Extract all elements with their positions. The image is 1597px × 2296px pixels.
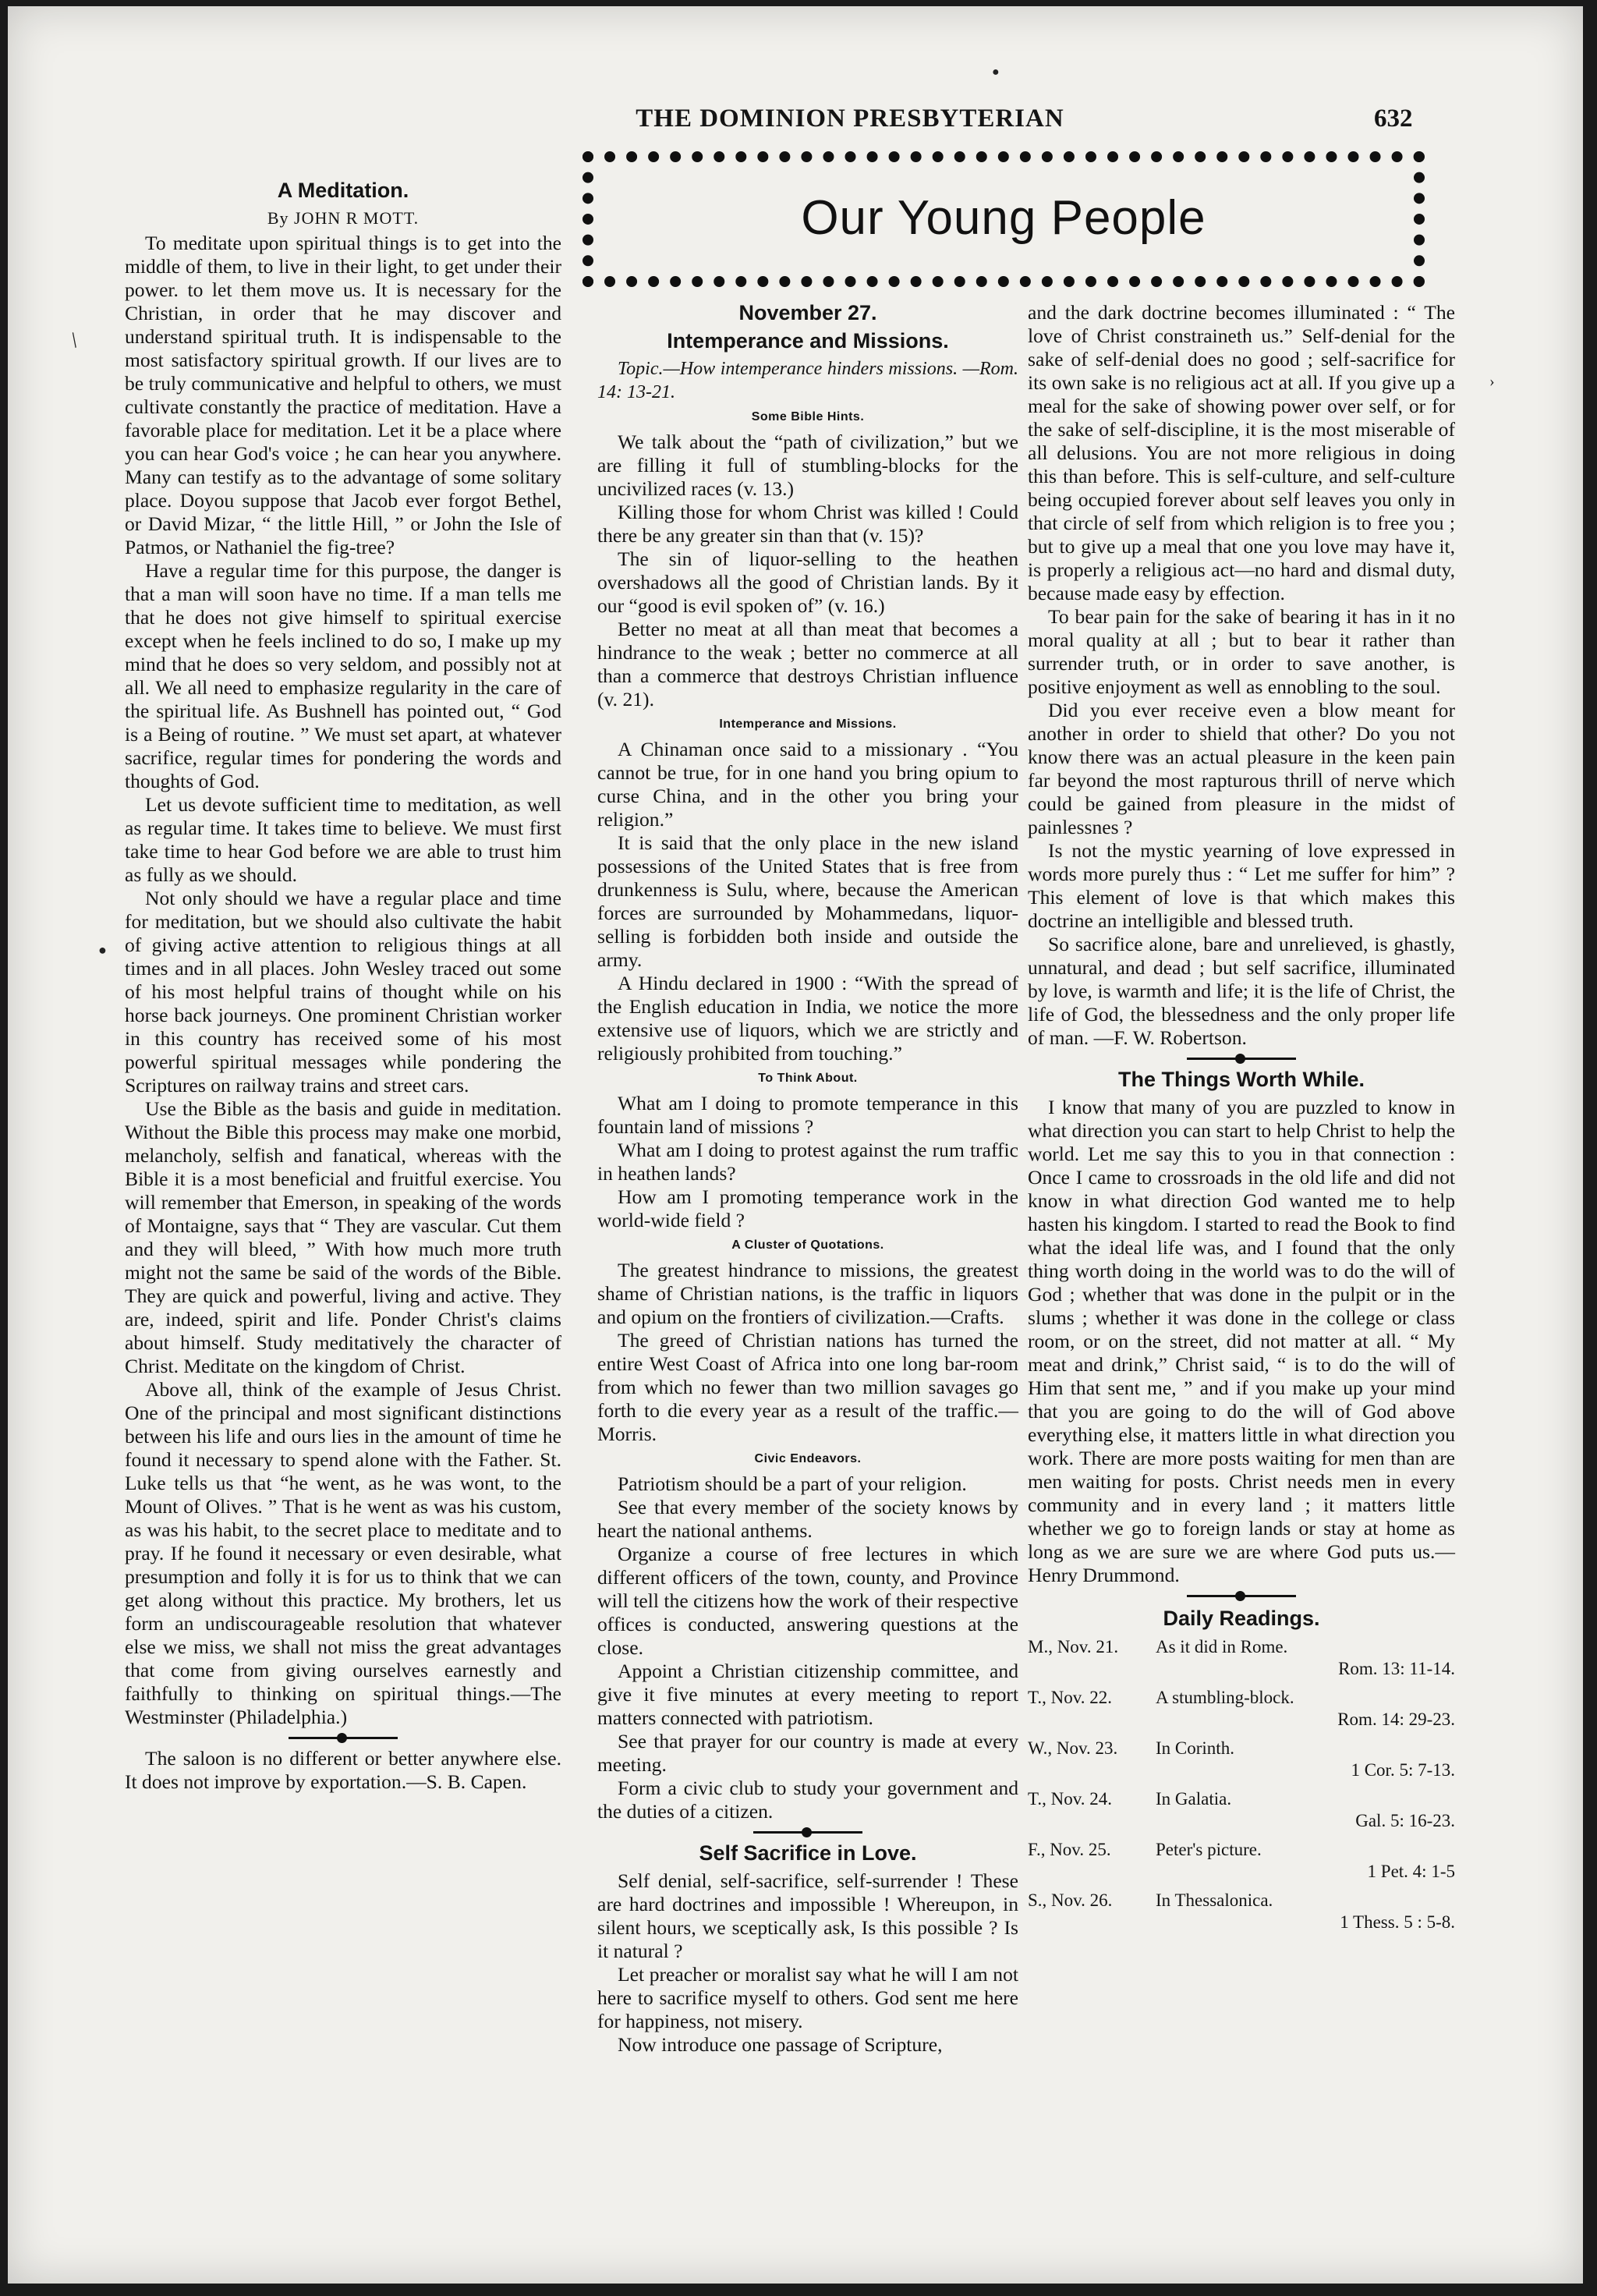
daily-readings-title: Daily Readings. xyxy=(1163,1607,1320,1630)
reading-day: F., Nov. 25. xyxy=(1028,1840,1111,1859)
list-item xyxy=(1028,1788,1455,1832)
closing-quote: The saloon is no different or better anywhere else. It does not improve by exportation.—S. B. Capen. xyxy=(125,1747,561,1793)
section-banner xyxy=(582,151,1425,287)
reading-day: S., Nov. 26. xyxy=(1028,1890,1113,1910)
section-divider xyxy=(1187,1595,1296,1597)
reading-day: W., Nov. 23. xyxy=(1028,1738,1118,1758)
reading-day: T., Nov. 22. xyxy=(1028,1688,1112,1707)
column-lesson xyxy=(597,301,1018,2057)
list-item xyxy=(1028,1636,1455,1680)
reading-text: In Thessalonica. xyxy=(1156,1890,1273,1910)
subheading-missions: Intemperance and Missions. xyxy=(719,718,897,731)
page-number: 632 xyxy=(1374,105,1413,133)
reading-text: In Galatia. xyxy=(1156,1789,1232,1809)
paragraph: Is not the mystic yearning of love expressed in words more purely thus : “ Let me suffer for him” ? This element of love is that which makes this doctrine an intelligible and blessed truth. xyxy=(1028,839,1455,932)
reading-ref: Gal. 5: 16-23. xyxy=(1355,1811,1455,1830)
ink-mark-icon: ● xyxy=(98,942,107,958)
banner-title: Our Young People xyxy=(801,191,1206,245)
paragraph: See that prayer for our country is made at every meeting. xyxy=(597,1730,1018,1776)
list-item xyxy=(1028,1890,1455,1933)
subheading-civic: Civic Endeavors. xyxy=(754,1452,862,1465)
list-item xyxy=(1028,1687,1455,1731)
paragraph: Organize a course of free lectures in which different officers of the town, county, and Province will tell the citizens how the work of their respective offices is conducted, answering questions at the close. xyxy=(597,1543,1018,1659)
reading-day: T., Nov. 24. xyxy=(1028,1789,1112,1809)
paragraph: and the dark doctrine becomes illuminated : “ The love of Christ constraineth us.” Self-denial for the sake of self-denial does no good ; self-sacrifice for its own sake is no religious act at all. If you give up a meal for the sake of showing power over self, or for the sake of self-discipline, it is the most miserable of all delusions. You are not more religious in doing this than before. This is self-culture, and self-culture being occupied forever about self leaves you only in that circle of self from which religion is to free you ; but to give up a meal that one you love may have it, is properly a religious act—no hard and dismal duty, because made easy by effection. xyxy=(1028,301,1455,604)
ink-mark-icon: ● xyxy=(992,66,1000,79)
subheading-think-about: To Think About. xyxy=(758,1072,858,1085)
reading-text: As it did in Rome. xyxy=(1156,1637,1288,1656)
paragraph: Killing those for whom Christ was killed ! Could there be any greater sin than that (v. 15)? xyxy=(597,501,1018,547)
daily-readings-list xyxy=(1028,1636,1455,1933)
paragraph: What am I doing to protest against the rum traffic in heathen lands? xyxy=(597,1139,1018,1185)
reading-ref: 1 Thess. 5 : 5-8. xyxy=(1340,1912,1455,1932)
reading-ref: 1 Pet. 4: 1-5 xyxy=(1367,1862,1455,1881)
paragraph: Better no meat at all than meat that becomes a hindrance to the weak ; better no commerce at all than a commerce that destroys Christian influence (v. 21). xyxy=(597,618,1018,710)
reading-ref: 1 Cor. 5: 7-13. xyxy=(1351,1760,1455,1780)
paragraph: The greed of Christian nations has turned the entire West Coast of Africa into one long bar-room from which no fewer than two million savages go forth to die every year as a result of the traffic.—Morris. xyxy=(597,1329,1018,1445)
paragraph: To meditate upon spiritual things is to get into the middle of them, to live in their light, to get under their power. to let them move us. It is necessary for the Christian, in order that he may discover and understand spiritual truth. It is indispensable to the most satisfactory spiritual growth. If our lives are to be truly communicative and helpful to others, we must cultivate constantly the practice of meditation. Have a favorable place for meditation. Let it be a place where you can hear God's voice ; he can hear you anywhere. Many can testify as to the advantage of some solitary place. Doyou suppose that Jacob ever forgot Bethel, or David Mizar, “ the little Hill, ” or John the Isle of Patmos, or Nathaniel the fig-tree? xyxy=(125,232,561,558)
paragraph: The sin of liquor-selling to the heathen overshadows all the good of Christian lands. By it our “good is evil spoken of” (v. 16.) xyxy=(597,547,1018,617)
lesson-title: Intemperance and Missions. xyxy=(667,329,949,353)
reading-text: In Corinth. xyxy=(1156,1738,1234,1758)
ink-mark-icon: / xyxy=(66,328,83,353)
running-head: THE DOMINION PRESBYTERIAN xyxy=(636,105,1064,133)
subheading-quotations: A Cluster of Quotations. xyxy=(731,1238,884,1252)
reading-day: M., Nov. 21. xyxy=(1028,1637,1119,1656)
column-meditation xyxy=(125,174,561,1794)
paragraph: Appoint a Christian citizenship committee, and give it five minutes at every meeting to report matters connected with patriotism. xyxy=(597,1660,1018,1729)
paragraph: The greatest hindrance to missions, the greatest shame of Christian nations, is the traffic in liquors and opium on the frontiers of civilization.—Crafts. xyxy=(597,1259,1018,1328)
lesson-topic: Topic.—How intemperance hinders missions. —Rom. 14: 13-21. xyxy=(597,359,1018,402)
reading-ref: Rom. 13: 11-14. xyxy=(1338,1659,1455,1678)
paragraph: A Hindu declared in 1900 : “With the spread of the English education in India, we notice the more extensive use of liquors, which we are strictly and religiously prohibited from touching.” xyxy=(597,972,1018,1065)
paragraph: Above all, think of the example of Jesus Christ. One of the principal and most significant distinctions between his life and ours lies in the amount of time he found it necessary to spend alone with the Father. St. Luke tells us that “he went, as he was wont, to the Mount of Olives. ” That is he went as was his custom, as was his habit, to the secret place to meditate and to pray. If he found it necessary or even desirable, what presumption and folly it is for us to think that we can get along without this practice. My brothers, let us form an undiscourageable resolution that whatever else we miss, we shall not miss the great advantages that come from giving ourselves earnestly and faithfully to thinking on spiritual things.—The Westminster (Philadelphia.) xyxy=(125,1378,561,1728)
reading-text: Peter's picture. xyxy=(1156,1840,1262,1859)
reading-text: A stumbling-block. xyxy=(1156,1688,1294,1707)
paragraph: To bear pain for the sake of bearing it has in it no moral quality at all ; but to bear it rather than surrender truth, or in order to save another, is positive enjoyment as well as ennobling to the soul. xyxy=(1028,605,1455,698)
article-title-meditation: A Meditation. xyxy=(277,179,409,202)
article-title-self-sacrifice: Self Sacrifice in Love. xyxy=(699,1841,917,1865)
paragraph: Patriotism should be a part of your religion. xyxy=(618,1472,967,1495)
paragraph: So sacrifice alone, bare and unrelieved, is ghastly, unnatural, and dead ; but self sacrifice, illuminated by love, is warmth and life; it is the life of Christ, the life of God, the blessedness and the only proper life of man. —F. W. Robertson. xyxy=(1028,933,1455,1049)
list-item xyxy=(1028,1839,1455,1883)
list-item xyxy=(1028,1738,1455,1781)
paragraph: We talk about the “path of civilization,” but we are filling it full of stumbling-blocks for the uncivilized races (v. 13.) xyxy=(597,430,1018,500)
lesson-date: November 27. xyxy=(738,301,877,324)
paragraph: Not only should we have a regular place and time for meditation, but we should also cultivate the habit of giving active attention to religious things at all times and in all places. John Wesley traced out some of his most helpful trains of thought while on his horse back journeys. One prominent Christian worker in this country has received some of his most powerful spiritual messages while pondering the Scriptures on railway trains and street cars. xyxy=(125,887,561,1097)
paragraph: Did you ever receive even a blow meant for another in order to shield that other? Do you not know there was an actual pleasure in the keen pain far beyond the most rapturous thrill of nerve which could be gained from pleasure in the midst of painlessnes ? xyxy=(1028,699,1455,838)
section-divider xyxy=(289,1737,398,1739)
paragraph: See that every member of the society knows by heart the national anthems. xyxy=(597,1496,1018,1542)
paragraph: I know that many of you are puzzled to know in what direction you can start to help Christ to help the world. Let me say this to you in that connection : Once I came to crossroads in the old life and did not know in what direction God wanted me to help hasten his kingdom. I started to read the Book to find what the ideal life was, and I found that the only thing worth doing in the world was to do the will of God ; whether that was done in the pulpit or in the slums ; whether it was done in the college or class room, or on the street, did not matter at all. “ My meat and drink,” Christ said, “ is to do the will of Him that sent me, ” and if you make up your mind that you are going to do the will of God above everything else, it matters little in what direction you work. There are more posts waiting for men than are men waiting for posts. Christ needs men in every community and in every land ; it matters little whether we go to foreign lands or stay at home as long as we are sure we are where God puts us.—Henry Drummond. xyxy=(1028,1096,1455,1586)
section-divider xyxy=(753,1831,862,1834)
column-continued xyxy=(1028,301,1455,1940)
article-title-things-worth-while: The Things Worth While. xyxy=(1118,1068,1365,1091)
paragraph: A Chinaman once said to a missionary . “You cannot be true, for in one hand you bring opium to curse China, and in the other you bring your religion.” xyxy=(597,738,1018,831)
paragraph: Now introduce one passage of Scripture, xyxy=(618,2033,943,2056)
paragraph: Use the Bible as the basis and guide in meditation. Without the Bible this process may make one morbid, melancholy, selfish and fanatical, whereas with the Bible it is a most beneficial and fruitful exercise. You will remember that Emerson, in speaking of the words of Montaigne, says that “ They are vascular. Cut them and they will bleed, ” With how much more truth might not the same be said of the words of the Bible. They are quick and powerful, living and active. They are, indeed, spirit and life. Ponder Christ's claims about himself. Study meditatively the character of Christ. Meditate on the kingdom of Christ. xyxy=(125,1097,561,1377)
paragraph: Let us devote sufficient time to meditation, as well as regular time. It takes time to believe. We must first take time to hear God before we are able to trust him as fully as we should. xyxy=(125,793,561,886)
paragraph: What am I doing to promote temperance in this fountain land of missions ? xyxy=(597,1092,1018,1138)
paragraph: Self denial, self-sacrifice, self-surrender ! These are hard doctrines and impossible ! Whereupon, in silent hours, we sceptically ask, Is this possible ? Is it natural ? xyxy=(597,1869,1018,1962)
subheading-bible-hints: Some Bible Hints. xyxy=(751,410,865,423)
paragraph: Let preacher or moralist say what he will I am not here to sacrifice myself to others. God sent me here for happiness, not misery. xyxy=(597,1963,1018,2032)
section-divider xyxy=(1187,1058,1296,1060)
paragraph: How am I promoting temperance work in the world-wide field ? xyxy=(597,1185,1018,1231)
article-byline: By JOHN R MOTT. xyxy=(267,208,420,228)
paragraph: Form a civic club to study your government and the duties of a citizen. xyxy=(597,1777,1018,1823)
reading-ref: Rom. 14: 29-23. xyxy=(1337,1710,1455,1729)
paragraph: It is said that the only place in the new island possessions of the United States that is free from drunkenness is Sulu, where, because the American forces are surrounded by Mohammedans, liquor-selling is forbidden both inside and outside the army. xyxy=(597,831,1018,971)
newspaper-page xyxy=(8,6,1583,2284)
paragraph: Have a regular time for this purpose, the danger is that a man will soon have no time. If a man tells me that he does not give himself to spiritual exercise except when he feels inclined to do so, I make up my mind that he does so very seldom, and possibly not at all. We all need to emphasize regularity in the care of the spiritual life. As Bushnell has pointed out, “ God is a Being of routine. ” We must set apart, at whatever sacrifice, regular times for pondering the words and thoughts of God. xyxy=(125,559,561,792)
ink-mark-icon: › xyxy=(1489,373,1495,390)
